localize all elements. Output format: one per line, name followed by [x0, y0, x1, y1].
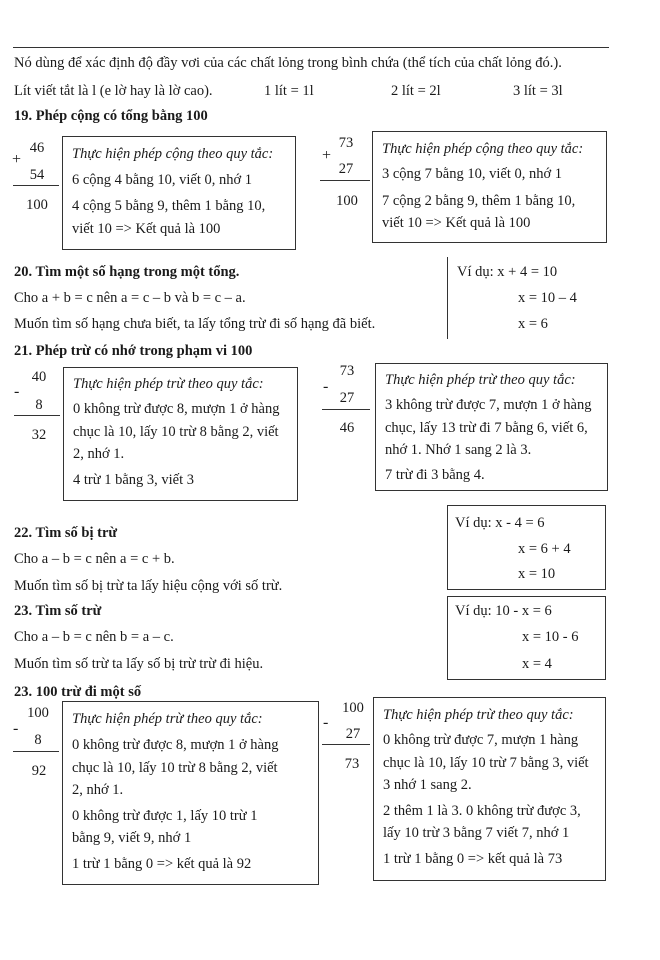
s20-example-divider	[447, 257, 448, 339]
s23b-left-rule-line-5: bằng 9, viết 9, nhớ 1	[72, 830, 192, 846]
s23b-right-diff-line	[322, 744, 370, 745]
s19-right-operand-a: 73	[338, 135, 354, 151]
s23b-right-rule-line-2: chục là 10, lấy 10 trừ 7 bằng 3, viết	[383, 755, 589, 771]
s22-example-line-2: x = 6 + 4	[518, 541, 571, 557]
s21-left-operand-a: 40	[31, 369, 47, 385]
section-19-heading: 19. Phép cộng có tổng bằng 100	[14, 108, 208, 124]
s23b-right-rule-title: Thực hiện phép trừ theo quy tắc:	[383, 707, 574, 723]
s19-right-result: 100	[336, 193, 358, 209]
top-rule	[13, 47, 609, 48]
s19-left-operator: +	[12, 151, 22, 168]
s21-left-diff-line	[14, 415, 60, 416]
s21-left-rule-line-2: chục là 10, lấy 10 trừ 8 bằng 2, viết	[73, 424, 279, 440]
s21-left-rule-line-1: 0 không trừ được 8, mượn 1 ở hàng	[73, 401, 280, 417]
s19-left-result: 100	[26, 197, 48, 213]
s21-right-operator: -	[323, 378, 329, 395]
s19-right-rule-title: Thực hiện phép cộng theo quy tắc:	[382, 141, 584, 157]
s23b-left-rule-line-2: chục là 10, lấy 10 trừ 8 bằng 2, viết	[72, 760, 278, 776]
s20-example-line-2: x = 10 – 4	[518, 290, 577, 306]
s23b-left-rule-title: Thực hiện phép trừ theo quy tắc:	[72, 711, 263, 727]
s23a-example-line-2: x = 10 - 6	[522, 629, 579, 645]
s22-example-line-1: Ví dụ: x - 4 = 6	[455, 515, 545, 531]
s23b-left-result: 92	[31, 763, 47, 779]
s23a-line-2: Muốn tìm số trừ ta lấy số bị trừ trừ đi hiệu.	[14, 656, 264, 672]
s22-line-2: Muốn tìm số bị trừ ta lấy hiệu cộng với số trừ.	[14, 578, 283, 594]
s23b-right-result: 73	[344, 756, 360, 772]
intro-line-1: Nó dùng để xác định độ đầy vơi của các chất lỏng trong bình chứa (thể tích của chất lỏng đó.).	[14, 55, 562, 71]
section-23a-heading: 23. Tìm số trừ	[14, 603, 102, 619]
s21-right-rule-title: Thực hiện phép trừ theo quy tắc:	[385, 372, 576, 388]
s23b-left-diff-line	[13, 751, 59, 752]
s21-right-result: 46	[339, 420, 355, 436]
s19-left-rule-line-2: 4 cộng 5 bằng 9, thêm 1 bằng 10,	[72, 198, 266, 214]
s19-right-rule-line-3: viết 10 => Kết quả là 100	[382, 215, 531, 231]
s19-left-operand-b: 54	[29, 167, 45, 183]
s19-left-operand-a: 46	[29, 140, 45, 156]
s21-right-operand-b: 27	[339, 390, 355, 406]
s19-left-rule-line-3: viết 10 => Kết quả là 100	[72, 221, 221, 237]
s21-right-operand-a: 73	[339, 363, 355, 379]
s23a-example-line-1: Ví dụ: 10 - x = 6	[455, 603, 552, 619]
s21-left-rule-title: Thực hiện phép trừ theo quy tắc:	[73, 376, 264, 392]
s23b-right-rule-line-1: 0 không trừ được 7, mượn 1 hàng	[383, 732, 579, 748]
liter-eq-2: 2 lít = 2l	[391, 83, 441, 99]
s19-right-operand-b: 27	[338, 161, 354, 177]
s23b-right-operator: -	[323, 714, 329, 731]
s22-example-line-3: x = 10	[518, 566, 556, 582]
liter-eq-3: 3 lít = 3l	[513, 83, 563, 99]
intro-line-2: Lít viết tắt là l (e lờ hay là lờ cao).	[14, 83, 213, 99]
s23a-line-1: Cho a – b = c nên b = a – c.	[14, 629, 174, 645]
s19-right-sum-line	[320, 180, 370, 181]
s20-example-line-1: Ví dụ: x + 4 = 10	[457, 264, 558, 280]
section-21-heading: 21. Phép trừ có nhớ trong phạm vi 100	[14, 343, 253, 359]
s23b-left-operand-b: 8	[34, 732, 42, 748]
s23b-right-rule-line-4: 2 thêm 1 là 3. 0 không trừ được 3,	[383, 803, 581, 819]
s20-line-1: Cho a + b = c nên a = c – b và b = c – a.	[14, 290, 246, 306]
s21-right-rule-line-3: nhớ 1. Nhớ 1 sang 2 là 3.	[385, 442, 532, 458]
s23b-left-operator: -	[13, 720, 19, 737]
s23b-left-rule-line-6: 1 trừ 1 bằng 0 => kết quả là 92	[72, 856, 252, 872]
section-23b-heading: 23. 100 trừ đi một số	[14, 684, 142, 700]
s21-left-result: 32	[31, 427, 47, 443]
s23a-example-line-3: x = 4	[522, 656, 552, 672]
s21-left-operator: -	[14, 383, 20, 400]
s23b-left-operand-a: 100	[27, 705, 49, 721]
s21-left-rule-line-4: 4 trừ 1 bằng 3, viết 3	[73, 472, 195, 488]
s21-right-rule-line-1: 3 không trừ được 7, mượn 1 ở hàng	[385, 397, 592, 413]
s19-left-rule-line-1: 6 cộng 4 bằng 10, viết 0, nhớ 1	[72, 172, 253, 188]
section-22-heading: 22. Tìm số bị trừ	[14, 525, 118, 541]
s23b-left-rule-line-3: 2, nhớ 1.	[72, 782, 124, 798]
s19-right-operator: +	[322, 147, 332, 164]
s20-line-2: Muốn tìm số hạng chưa biết, ta lấy tổng trừ đi số hạng đã biết.	[14, 316, 376, 332]
s23b-left-rule-line-1: 0 không trừ được 8, mượn 1 ở hàng	[72, 737, 279, 753]
s23b-left-rule-line-4: 0 không trừ được 1, lấy 10 trừ 1	[72, 808, 258, 824]
s22-line-1: Cho a – b = c nên a = c + b.	[14, 551, 175, 567]
s21-left-rule-line-3: 2, nhớ 1.	[73, 446, 125, 462]
s23b-right-rule-line-3: 3 nhớ 1 sang 2.	[383, 777, 472, 793]
s20-example-line-3: x = 6	[518, 316, 548, 332]
s21-right-rule-line-2: chục, lấy 13 trừ đi 7 bằng 6, viết 6,	[385, 420, 588, 436]
s19-left-sum-line	[13, 185, 59, 186]
section-20-heading: 20. Tìm một số hạng trong một tổng.	[14, 264, 240, 280]
liter-eq-1: 1 lít = 1l	[264, 83, 314, 99]
s23b-right-operand-a: 100	[342, 700, 364, 716]
s23b-right-rule-line-5: lấy 10 trừ 3 bằng 7 viết 7, nhớ 1	[383, 825, 570, 841]
s21-left-operand-b: 8	[35, 397, 43, 413]
s21-right-diff-line	[322, 409, 370, 410]
s23b-right-rule-line-6: 1 trừ 1 bằng 0 => kết quả là 73	[383, 851, 563, 867]
s19-right-rule-line-2: 7 cộng 2 bằng 9, thêm 1 bằng 10,	[382, 193, 576, 209]
s23b-right-operand-b: 27	[345, 726, 361, 742]
s19-left-rule-title: Thực hiện phép cộng theo quy tắc:	[72, 146, 274, 162]
s21-right-rule-line-4: 7 trừ đi 3 bằng 4.	[385, 467, 485, 483]
s19-right-rule-line-1: 3 cộng 7 bằng 10, viết 0, nhớ 1	[382, 166, 563, 182]
